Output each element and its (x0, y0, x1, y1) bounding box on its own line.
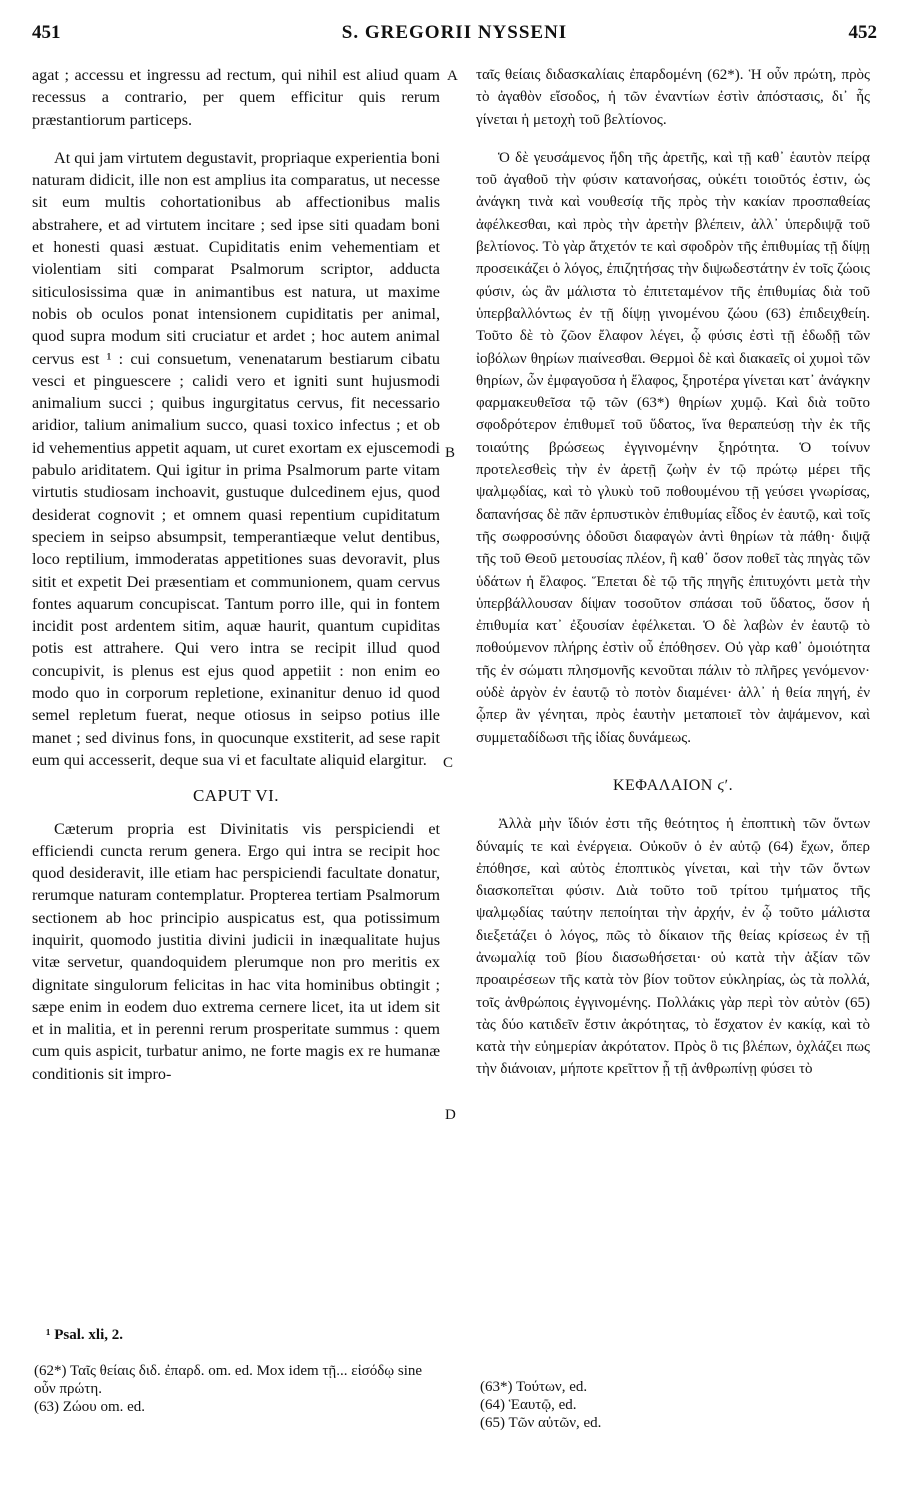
running-header (32, 22, 877, 48)
greek-paragraph-3: Ἀλλὰ μὴν ἴδιόν ἐστι τῆς θεότητος ἡ ἐποπτικὴ τῶν ὄντων δύναμίς τε καὶ ἐνέργεια. Οὐκοῦν ὁ ἐν αὐτῷ (64) ἔχων, ὅπερ ἐπόθησε, καὶ αὐτὸς ἐποπτικὸς γίνεται, καὶ τὴν τῶν ὄντων διασκοπεῖται φύσιν. Διὰ τοῦτο τοῦ τρίτου τμήματος τῆς ψαλμῳδίας ταύτην πεποίηται τὴν ἀρχήν, ἐν ᾧ τοῦτο μάλιστα διεξετάζει ὁ λόγος, πῶς τὸ δίκαιον τῆς θείας κρίσεως ἐν τῇ ἀνωμαλίᾳ τοῦ βίου διασωθήσεται· οὐ κατὰ τὴν ἀξίαν τῶν προαιρέσεων τῆς κατὰ τὸν βίον τοῦτον εὐκληρίας, ὡς τὰ πολλά, τοῖς ἀνθρώποις ἐγγινομένης. Πολλάκις γὰρ περὶ τὸν αὐτὸν (65) τὰς δύο κατιδεῖν ἔστιν ἀκρότητας, τὸ ἔσχατον ἐν κακίᾳ, καὶ τὸ κατὰ τὴν εὐημερίαν ἀκρότατον. Πρὸς ὃ τις βλέπων, ὀχλάζει πως τὴν διάνοιαν, μήποτε κρεῖττον ᾖ τῇ ἀνθρωπίνῃ φύσει τὸ (476, 816, 870, 1078)
margin-letter-b: B (445, 445, 456, 461)
scripture-reference: ¹ Psal. xli, 2. (46, 1327, 123, 1343)
footnotes-right (480, 1378, 880, 1432)
latin-column (32, 64, 440, 1085)
footnote: (63*) Τούτων, ed. (480, 1379, 588, 1395)
latin-paragraph-1: agat ; accessu et ingressu ad rectum, qui nihil est aliud quam recessus a contrario, per quem efficitur quis rerum præstantiorum particeps. (32, 66, 440, 129)
greek-paragraph-2: Ὁ δὲ γευσάμενος ἤδη τῆς ἀρετῆς, καὶ τῇ καθ᾽ ἑαυτὸν πείρᾳ τοῦ ἀγαθοῦ τὴν φύσιν κατανοήσας, οὐκέτι τοιοῦτός ἐστιν, ὡς ἀνάγκη τινὰ καὶ νουθεσίᾳ τῆς πρὸς τὴν κακίαν προσπαθείας ἀφέλκεσθαι, καὶ πρὸς τὴν ἀρετὴν βλέπειν, ἀλλ᾽ ὑπερδιψᾷ τοῦ βελτίονος. Τὸ γὰρ ἄτχετόν τε καὶ σφοδρὸν τῆς ἐπιθυμίας τῇ δίψῃ προσεικάζει ὁ λόγος, ἐπιζητήσας τὴν διψωδεστάτην ἐν τοῖς ζώοις φύσιν, ὡς ἂν μάλιστα τὸ ἐπιτεταμένον τῆς ἐπιθυμίας διὰ τοῦ ὑπερβαλλόντως ἐν τῇ δίψῃ γινομένου ζώου (63) ἐπιδειχθείη. Τοῦτο δὲ τὸ ζῶον ἔλαφον λέγει, ᾧ φύσις ἐστὶ τῇ ἐδωδῇ τῶν ἰοβόλων θηρίων πιαίνεσθαι. Θερμοὶ δὲ καὶ διακαεῖς οἱ χυμοὶ τῶν θηρίων, ὧν ἐμφαγοῦσα ἡ ἔλαφος, ξηροτέρα γίνεται κατ᾽ ἀνάγκην φαρμακευθεῖσα τῷ τῶν (63*) θηρίων χυμῷ. Καὶ διὰ τοῦτο σφοδρότερον ἐπιθυμεῖ τοῦ ὕδατος, ἵνα θεραπεύσῃ τὴν ἐκ τῆς τοιαύτης βρώσεως ἐγγινομένην ξηρότητα. Ὁ τοίνυν προτελεσθεὶς τὴν ἐν ἀρετῇ ζωὴν ἐν τῷ πρώτῳ μέρει τῆς ψαλμῳδίας, καὶ τὸ γλυκὺ τοῦ ποθουμένου τῇ γεύσει γνωρίσας, δαπανήσας δὲ πᾶν ἑρπυστικὸν ἐπιθυμίας εἶδος ἐν ἑαυτῷ, καὶ τοῖς τῆς σωφροσύνης ὀδοῦσι διαφαγὼν ἀντὶ θηρίων τὰ πάθη· διψᾷ τῆς τοῦ Θεοῦ μετουσίας πλέον, ἢ καθ᾽ ὅσον ποθεῖ τὰς πηγὰς τῶν ὑδάτων ἡ ἔλαφος. Ἕπεται δὲ τῷ τῆς πηγῆς ἐπιτυχόντι μετὰ τὴν ὑπερβάλλουσαν δίψαν τοσοῦτον σπάσαι τοῦ ὕδατος, ὅσον ἡ ἐπιθυμία κατ᾽ ἐξουσίαν ἐφέλκεται. Ὁ δὲ λαβὼν ἐν ἑαυτῷ τὸ ποθούμενον πλήρης ἐστὶν οὗ ἐπόθησεν. Οὐ γὰρ καθ᾽ ὁμοιότητα τῆς ἐν σώματι πλησμονῆς κενοῦται πάλιν τὸ πλῆρες γενόμενον· οὐδὲ ἀργὸν ἐν ἑαυτῷ τὸ ποτὸν διαμένει· ἀλλ᾽ ἡ θεία πηγή, ἐν ᾧπερ ἂν γένηται, πρὸς ἑαυτὴν μεταποιεῖ τὸν ἀψάμενον, καὶ συμμεταδίδωσι τῆς ἰδίας δυνάμεως. (476, 149, 870, 746)
page-number-right: 452 (848, 22, 877, 43)
page-number-left: 451 (32, 22, 61, 43)
footnote: (65) Τῶν αὐτῶν, ed. (480, 1415, 602, 1431)
greek-paragraph-1: ταῖς θείαις διδασκαλίαις ἐπαρδομένη (62*). Ἡ οὖν πρώτη, πρὸς τὸ ἀγαθὸν εἴσοδος, ἡ τῶν ἐναντίων ἐστὶν ἀπόστασις, δι᾽ ἧς γίνεται ἡ μετοχὴ τοῦ βελτίονος. (476, 67, 870, 128)
running-title: S. GREGORII NYSSENI (341, 22, 568, 43)
latin-paragraph-3: Cæterum propria est Divinitatis vis perspiciendi et efficiendi cuncta rerum genera. Ergo qui intra se recipit hoc quod desideravit, ille etiam hac perspiciendi facultate donatur, rerumque naturam contemplatur. Propterea tertiam Psalmorum sectionem ab hoc principio auspicatus est, qua potissimum inquirit, quomodo justitia divini judicii in inæqualitate hujus vitæ servetur, quandoquidem plerumque non pro meritis ex dignitate singulorum felicitas in hac vita hominibus obtingit ; sæpe enim in eodem duo extrema cernere licet, ita ut idem sit et in malitia, et in perenni rerum prosperitate summus : quem cum quis aspicit, turbatur animo, ne forte magis ex re humanæ conditionis sit impro- (32, 819, 440, 1083)
greek-column (476, 64, 870, 1081)
footnote: (63) Ζώου om. ed. (34, 1399, 146, 1415)
footnotes-left (32, 1327, 442, 1416)
footnote: (62*) Ταῖς θείαις διδ. ἐπαρδ. om. ed. Mox idem τῇ... εἰσόδῳ sine οὖν πρώτη. (34, 1363, 423, 1397)
margin-letter-d: D (445, 1107, 456, 1123)
margin-letter-c: C (443, 755, 454, 771)
chapter-heading-greek: ΚΕΦΑΛΑΙΟΝ ϛʹ. (612, 776, 734, 794)
latin-paragraph-2: At qui jam virtutem degustavit, propriaque experientia boni naturam didicit, ille non est amplius ita comparatus, ut necesse sit eum multis cohortationibus ab affectionibus malis abstrahere, et ad virtutem incitare ; sed ipse siti quadam boni et honesti quasi æstuat. Cupiditatis enim vehementiam et violentiam siti comparat Psalmorum scriptor, adducta siticulosissima quæ in animantibus est natura, ut maxime nobis ob oculos ponat intensionem cupiditatis per animal, quod supra modum siti cruciatur et ardet ; hoc autem animal cervus est ¹ : cui consuetum, venenatarum bestiarum cibatu vesci et pinguescere ; calidi vero et igniti sunt hujusmodi animalium succi ; quibus ingurgitatus cervus, fit necessario aridior, talium animalium succo, quasi toxico infectus ; et ob id vehementius appetit aquam, ut curet exortam ex ejuscemodi pabulo ariditatem. Qui igitur in prima Psalmorum parte vitam virtutis studiosam inchoavit, gustuque dulcedinem ejus, quod desiderat cognovit ; et omnem quasi repentium cupiditatum speciem in seipso absumpsit, temperantiæque velut dentibus, loco reptilium, immoderatas appetitiones suas devoravit, plus sitit et expetit Dei præsentiam et communionem, quam cervus fontes aquarum concupiscat. Tantum porro ille, qui in fontem incidit post ardentem sitim, aquæ haurit, quantum cupiditas potis est attrahere. Qui vero intra se recipit illud quod concupivit, is plenus est ejus quod appetiit : non enim eo modo quo in corporum repletione, exinanitur denuo id quod semel repletum fuerat, neque otiosus in seipso potius ille manet ; sed divinus fons, in quocunque exstiterit, ad sese rapit eum qui accesserit, deque sua vi et facultate aliquid elargitur. (32, 148, 440, 769)
footnote: (64) Ἑαυτῷ, ed. (480, 1397, 577, 1413)
chapter-heading-latin: CAPUT VI. (192, 786, 280, 806)
margin-letter-a: A (447, 68, 458, 84)
